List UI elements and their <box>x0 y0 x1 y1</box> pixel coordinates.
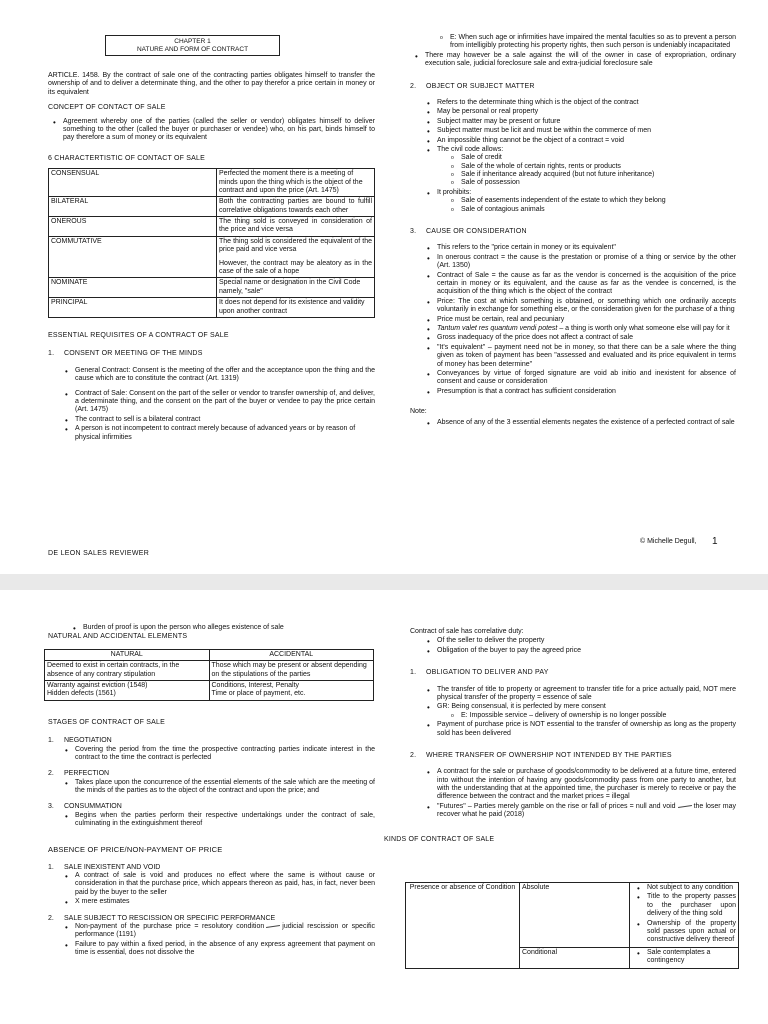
table-cell: Absolute <box>520 883 630 948</box>
list-item: • Begins when the parties perform their respective undertakings under the contract of sale, culminating in the extinguishment thereof <box>60 812 375 829</box>
list-item: • Subject matter may be present or future <box>422 118 736 126</box>
table-row <box>49 278 375 298</box>
list-item: • X mere estimates <box>60 898 375 906</box>
reviewer-title: DE LEON SALES REVIEWER <box>48 550 150 557</box>
table-row <box>49 236 375 278</box>
consent-heading <box>48 350 375 358</box>
absolute-list <box>632 884 736 945</box>
arrow-icon <box>266 925 280 928</box>
resolutory-text: Non-payment of the purchase price = resolutory condition <box>75 922 265 930</box>
allows-list <box>445 154 736 188</box>
object-heading <box>410 83 736 91</box>
table-cell: Deemed to exist in certain contracts, in the absence of any contrary stipulation <box>45 661 210 681</box>
list-item: • Not subject to any condition <box>632 884 736 892</box>
table-row <box>49 169 375 197</box>
table-cell: PRINCIPAL <box>49 298 217 318</box>
table-cell: ONEROUS <box>49 217 217 237</box>
list-item: • Absence of any of the 3 essential elements negates the existence of a perfected contract of sale <box>422 419 736 427</box>
list-item: • An impossible thing cannot be the object of a contract = void <box>422 137 736 145</box>
section-title: OBLIGATION TO DELIVER AND PAY <box>426 669 549 677</box>
list-item: • May be personal or real property <box>422 108 736 116</box>
kinds-table <box>405 882 739 969</box>
list-item: • Subject matter must be licit and must be within the commerce of men <box>422 127 736 135</box>
table-cell: COMMUTATIVE <box>49 236 217 278</box>
section-number: 2. <box>48 914 54 922</box>
stage-title <box>48 770 375 778</box>
list-item: • Covering the period from the time the prospective contracting parties indicate interest in the contract to the time the contract is perfected <box>60 746 375 763</box>
list-item <box>60 923 375 940</box>
chapter-subtitle: NATURE AND FORM OF CONTRACT <box>136 46 249 54</box>
section-number: 1. <box>48 863 54 871</box>
list-item: • Price: The cost at which something is obtained, or something which one ordinarily accepts voluntarily in exchange for something else, or the consideration given for the purchase of a thing <box>422 298 736 315</box>
page-number: 1 <box>712 536 718 547</box>
list-item <box>422 703 736 720</box>
table-cell: It does not depend for its existence and validity upon another contract <box>217 298 375 318</box>
list-item: • Obligation of the buyer to pay the agreed price <box>422 647 736 655</box>
section-number: 1. <box>48 737 54 745</box>
section-title: OBJECT OR SUBJECT MATTER <box>426 82 535 90</box>
concept-list <box>48 118 375 143</box>
list-item: o E: When such age or infirmities have impaired the mental faculties so as to prevent a person from intelligibly protecting his property rights, then such person is undeniably incapacitated <box>434 34 736 51</box>
stage-title <box>48 803 375 811</box>
cell-text: However, the contract may be aleatory as in the case of the sale of a hope <box>219 259 372 276</box>
list-item-label: • GR: Being consensual, it is perfected by mere consent <box>437 703 606 711</box>
section-number: 2. <box>48 770 54 778</box>
section-number: 2. <box>410 751 417 759</box>
page2-left-column <box>48 624 375 959</box>
list-item <box>422 325 736 333</box>
list-item-label: • It prohibits: <box>437 188 472 196</box>
list-item <box>422 146 736 188</box>
article-1458: ARTICLE. 1458. By the contract of sale one of the contracting parties obligates himself to transfer the ownership of and to deliver a determinate thing, and the other to pay therefor a price certain in money or its equivalent <box>48 72 375 96</box>
list-item: • Refers to the determinate thing which is the object of the contract <box>422 99 736 107</box>
consent-list <box>60 367 375 442</box>
list-item: • A contract of sale is void and produces no effect where the same is without cause or consideration in that the purchase price, which appears thereon as paid, has, in fact, never been paid by the buyer to the seller <box>60 872 375 897</box>
table-row <box>49 217 375 237</box>
cause-list <box>422 244 736 396</box>
object-list <box>422 99 736 214</box>
list-item: • General Contract: Consent is the meeting of the offer and the acceptance upon the thing and the cause which are to constitute the contract (Art. 1319) <box>60 367 375 384</box>
conditional-list <box>632 949 736 966</box>
section-number: 1. <box>48 350 55 358</box>
section-number: 3. <box>410 228 417 236</box>
kinds-heading: KINDS OF CONTRACT OF SALE <box>384 835 495 843</box>
list-item: • "It's equivalent" – payment need not be in money, so that there can be a sale where the thing given as token of payment has been "assessed and evaluated and its price equivalent in terms of money has been determine" <box>422 344 736 369</box>
list-item: o Sale of contagious animals <box>445 206 736 214</box>
section-number: 3. <box>48 803 54 811</box>
list-item: o Sale of credit <box>445 154 736 162</box>
table-cell: Presence or absence of Condition <box>406 883 520 969</box>
stage-title <box>48 737 375 745</box>
list-item: • This refers to the "price certain in money or its equivalent" <box>422 244 736 252</box>
list-item: o Sale of possession <box>445 179 736 187</box>
section-title: WHERE TRANSFER OF OWNERSHIP NOT INTENDED BY THE PARTIES <box>426 751 672 759</box>
note-label: Note: <box>410 408 427 416</box>
table-cell <box>630 947 739 968</box>
arrow-icon <box>678 805 692 808</box>
table-cell: Conditional <box>520 947 630 968</box>
prohibits-list <box>445 197 736 214</box>
stage-list <box>60 812 375 829</box>
stages-heading: STAGES OF CONTRACT OF SALE <box>48 718 165 726</box>
stage-negotiation <box>48 737 375 762</box>
table-cell: CONSENSUAL <box>49 169 217 197</box>
list-item: • A contract for the sale or purchase of goods/commodity to be delivered at a future time, entered into without the intention of having any goods/commodity pass from one party to another, but with the understanding that at the appointed time, the purchaser is merely to receive or pay the difference between the contract and the market prices = illegal <box>422 768 736 802</box>
list-item: • Price must be certain, real and pecuniary <box>422 316 736 324</box>
table-row <box>45 680 374 700</box>
cell-text: The thing sold is considered the equivalent of the price paid and vice versa <box>219 237 372 254</box>
table-cell: Both the contracting parties are bound to fulfill correlative obligations towards each other <box>217 197 375 217</box>
list-item: • Of the seller to deliver the property <box>422 637 736 645</box>
page2-right-column <box>384 628 736 849</box>
stage-list <box>60 779 375 796</box>
characteristics-table <box>48 168 375 318</box>
table-cell: Special name or designation in the Civil Code namely, "sale" <box>217 278 375 298</box>
list-item: • A person is not incompetent to contract merely because of advanced years or by reason of physical infirmities <box>60 425 375 442</box>
maxim-meaning: – a thing is worth only what someone else will pay for it <box>557 324 730 332</box>
list-item: o E: Impossible service – delivery of ownership is no longer possible <box>445 712 736 720</box>
table-row <box>45 649 374 660</box>
cell-text: Time or place of payment, etc. <box>211 690 306 698</box>
table-row <box>406 883 739 948</box>
natural-accidental-table <box>44 649 374 701</box>
where-list <box>422 768 736 819</box>
rescission-text: judicial rescission or specific performance (1191) <box>75 922 376 939</box>
list-item: • Burden of proof is upon the person who alleges existence of sale <box>68 624 375 632</box>
cell-text: Conditions, Interest, Penalty <box>211 681 300 689</box>
futures-text: "Futures" – Parties merely gamble on the rise or fall of prices = null and void <box>437 802 676 810</box>
table-cell: Perfected the moment there is a meeting of minds upon the thing which is the object of the contract and upon the price (Art. 1475) <box>217 169 375 197</box>
list-item-label: • The civil code allows: <box>437 145 504 153</box>
list-item: • Takes place upon the concurrence of the essential elements of the sale which are the meeting of the minds of the parties as to the object of the contract and upon the price; and <box>60 779 375 796</box>
list-item: • Presumption is that a contract has sufficient consideration <box>422 388 736 396</box>
rescission-heading <box>48 915 375 923</box>
table-cell: The thing sold is conveyed in consideration of the price and vice versa <box>217 217 375 237</box>
list-item: • Ownership of the property sold passes upon actual or constructive delivery thereof <box>632 920 736 945</box>
list-item: • Title to the property passes to the purchaser upon delivery of the thing sold <box>632 893 736 918</box>
list-item: • Contract of Sale = the cause as far as the vendor is concerned is the acquisition of the price certain in money or its equivalent, and the cause as far as the vendee is concerned, is the acquisition of the thing which is the object of the contract <box>422 272 736 297</box>
table-cell: BILATERAL <box>49 197 217 217</box>
table-header: NATURAL <box>45 649 210 660</box>
table-cell: NOMINATE <box>49 278 217 298</box>
burden-list <box>68 624 375 632</box>
section-title: SALE SUBJECT TO RESCISSION OR SPECIFIC PERFORMANCE <box>64 914 276 922</box>
section-title: CAUSE OR CONSIDERATION <box>426 228 527 236</box>
list-item: • Agreement whereby one of the parties (called the seller or vendor) obligates himself to deliver something to the other (called the buyer or purchaser or vendee) who, on his part, binds himself to pay therefore a sum of money or its equivalent <box>48 118 375 143</box>
deliver-heading <box>410 669 736 677</box>
list-item: • Failure to pay within a fixed period, in the absence of any express agreement that payment on time is essential, does not dissolve the <box>60 941 375 958</box>
section-title: CONSENT OR MEETING OF THE MINDS <box>64 350 203 358</box>
note-list <box>422 419 736 427</box>
where-heading <box>410 752 736 760</box>
document-page-2 <box>0 590 768 1024</box>
inexistent-heading <box>48 864 375 872</box>
section-number: 1. <box>410 669 417 677</box>
concept-heading: CONCEPT OF CONTACT OF SALE <box>48 104 166 112</box>
list-item <box>422 803 736 820</box>
list-item: • The contract to sell is a bilateral contract <box>60 416 375 424</box>
stage-perfection <box>48 770 375 795</box>
chapter-title: CHAPTER 1 <box>174 38 211 45</box>
table-header: ACCIDENTAL <box>209 649 374 660</box>
deliver-sublist <box>445 712 736 720</box>
list-item: o Sale if inheritance already acquired (but not future inheritance) <box>445 171 736 179</box>
section-title: NEGOTIATION <box>64 737 112 745</box>
cell-text: Hidden defects (1561) <box>47 690 116 698</box>
futures-recovery: the loser may recover what he paid (2018) <box>437 802 736 819</box>
essential-heading: ESSENTIAL REQUISITES OF A CONTRACT OF SALE <box>48 331 229 339</box>
deliver-list <box>422 686 736 738</box>
page1-right-column <box>410 34 736 429</box>
list-item: o Sale of the whole of certain rights, rents or products <box>445 163 736 171</box>
list-item <box>422 189 736 214</box>
expropriation-list <box>410 52 736 69</box>
list-item: o Sale of easements independent of the estate to which they belong <box>445 197 736 205</box>
table-row <box>45 661 374 681</box>
list-item: • Payment of purchase price is NOT essential to the transfer of ownership as long as the property sold has been delivered <box>422 721 736 738</box>
list-item: • Contract of Sale: Consent on the part of the seller or vendor to transfer ownership of, and deliver, a determinate thing, and the consent on the part of the buyer or vendee to pay the price certain (Art. 1475) <box>60 390 375 415</box>
absence-heading: ABSENCE OF PRICE/NON-PAYMENT OF PRICE <box>48 844 223 854</box>
section-number: 2. <box>410 82 417 90</box>
table-cell <box>217 236 375 278</box>
natural-heading: NATURAL AND ACCIDENTAL ELEMENTS <box>48 633 188 641</box>
table-cell <box>45 680 210 700</box>
stage-consummation <box>48 803 375 828</box>
list-item: • Gross inadequacy of the price does not affect a contract of sale <box>422 334 736 342</box>
inexistent-list <box>60 872 375 907</box>
section-title: SALE INEXISTENT AND VOID <box>64 863 161 871</box>
chapter-title-box <box>105 35 280 56</box>
table-row <box>49 298 375 318</box>
table-row <box>49 197 375 217</box>
signature: © Michelle Degull, <box>640 538 697 545</box>
rescission-list <box>60 923 375 958</box>
table-cell: Those which may be present or absent depending on the stipulations of the parties <box>209 661 374 681</box>
correlative-list <box>422 637 736 655</box>
latin-maxim: Tantum valet res quantum vendi potest <box>437 324 558 332</box>
list-item: • Sale contemplates a contingency <box>632 949 736 966</box>
list-item: • Conveyances by virtue of forged signature are void ab initio and inexistent for absence of consent and cause or consideration <box>422 370 736 387</box>
cell-text: Warranty against eviction (1548) <box>47 681 148 689</box>
section-title: PERFECTION <box>64 770 110 778</box>
list-item: • In onerous contract = the cause is the prestation or promise of a thing or service by the other (Art. 1350) <box>422 254 736 271</box>
table-cell <box>209 680 374 700</box>
list-item: • There may however be a sale against the will of the owner in case of expropriation, ordinary execution sale, judicial foreclosure sale and extra-judicial foreclosure sale <box>410 52 736 69</box>
stage-list <box>60 746 375 763</box>
table-cell <box>630 883 739 948</box>
list-item: • The transfer of title to property or agreement to transfer title for a price actually paid, NOT mere physical transfer of the property = essence of sale <box>422 686 736 703</box>
page1-left-column <box>48 72 375 443</box>
correlative-intro: Contract of sale has correlative duty: <box>410 628 524 635</box>
characteristics-heading: 6 CHARACTERTISTIC OF CONTACT OF SALE <box>48 154 205 162</box>
section-title: CONSUMMATION <box>64 803 122 811</box>
age-exception-list <box>434 34 736 51</box>
cause-heading <box>410 228 736 236</box>
